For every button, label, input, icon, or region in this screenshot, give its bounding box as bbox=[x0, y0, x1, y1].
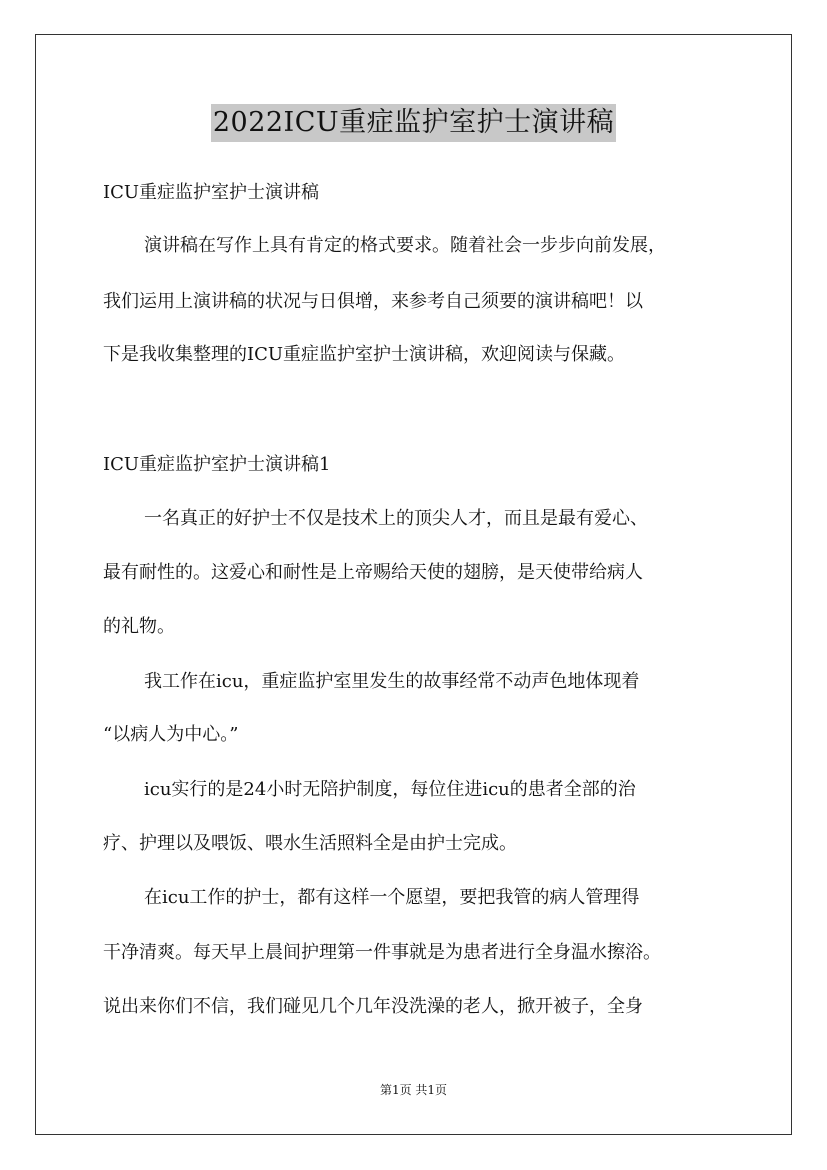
paragraph-line: 疗、护理以及喂饭、喂水生活照料全是由护士完成。 bbox=[103, 833, 517, 854]
section-heading: ICU重症监护室护士演讲稿1 bbox=[103, 454, 331, 475]
paragraph-line: 演讲稿在写作上具有肯定的格式要求。随着社会一步步向前发展， bbox=[144, 235, 666, 256]
title-container bbox=[0, 104, 827, 142]
section-heading: ICU重症监护室护士演讲稿 bbox=[103, 182, 320, 203]
paragraph-line: 干净清爽。每天早上晨间护理第一件事就是为患者进行全身温水擦浴。 bbox=[103, 942, 661, 963]
paragraph-line: 的礼物。 bbox=[103, 616, 175, 637]
paragraph-line: 最有耐性的。这爱心和耐性是上帝赐给天使的翅膀，是天使带给病人 bbox=[103, 562, 643, 583]
paragraph-line: 我们运用上演讲稿的状况与日俱增，来参考自己须要的演讲稿吧！以 bbox=[103, 291, 643, 312]
page-footer bbox=[0, 1082, 827, 1098]
paragraph-line: 我工作在icu，重症监护室里发生的故事经常不动声色地体现着 bbox=[144, 671, 640, 692]
document-title: 2022ICU重症监护室护士演讲稿 bbox=[211, 104, 616, 142]
paragraph-line: 下是我收集整理的ICU重症监护室护士演讲稿，欢迎阅读与保藏。 bbox=[103, 344, 626, 365]
paragraph-line: 一名真正的好护士不仅是技术上的顶尖人才，而且是最有爱心、 bbox=[144, 508, 648, 529]
paragraph-line: icu实行的是24小时无陪护制度，每位住进icu的患者全部的治 bbox=[144, 779, 636, 800]
paragraph-line: 说出来你们不信，我们碰见几个几年没洗澡的老人，掀开被子，全身 bbox=[103, 996, 643, 1017]
paragraph-line: 在icu工作的护士，都有这样一个愿望，要把我管的病人管理得 bbox=[144, 887, 640, 908]
paragraph-line: “以病人为中心。” bbox=[103, 724, 239, 745]
page-number-label: 第1页 共1页 bbox=[379, 1083, 448, 1097]
